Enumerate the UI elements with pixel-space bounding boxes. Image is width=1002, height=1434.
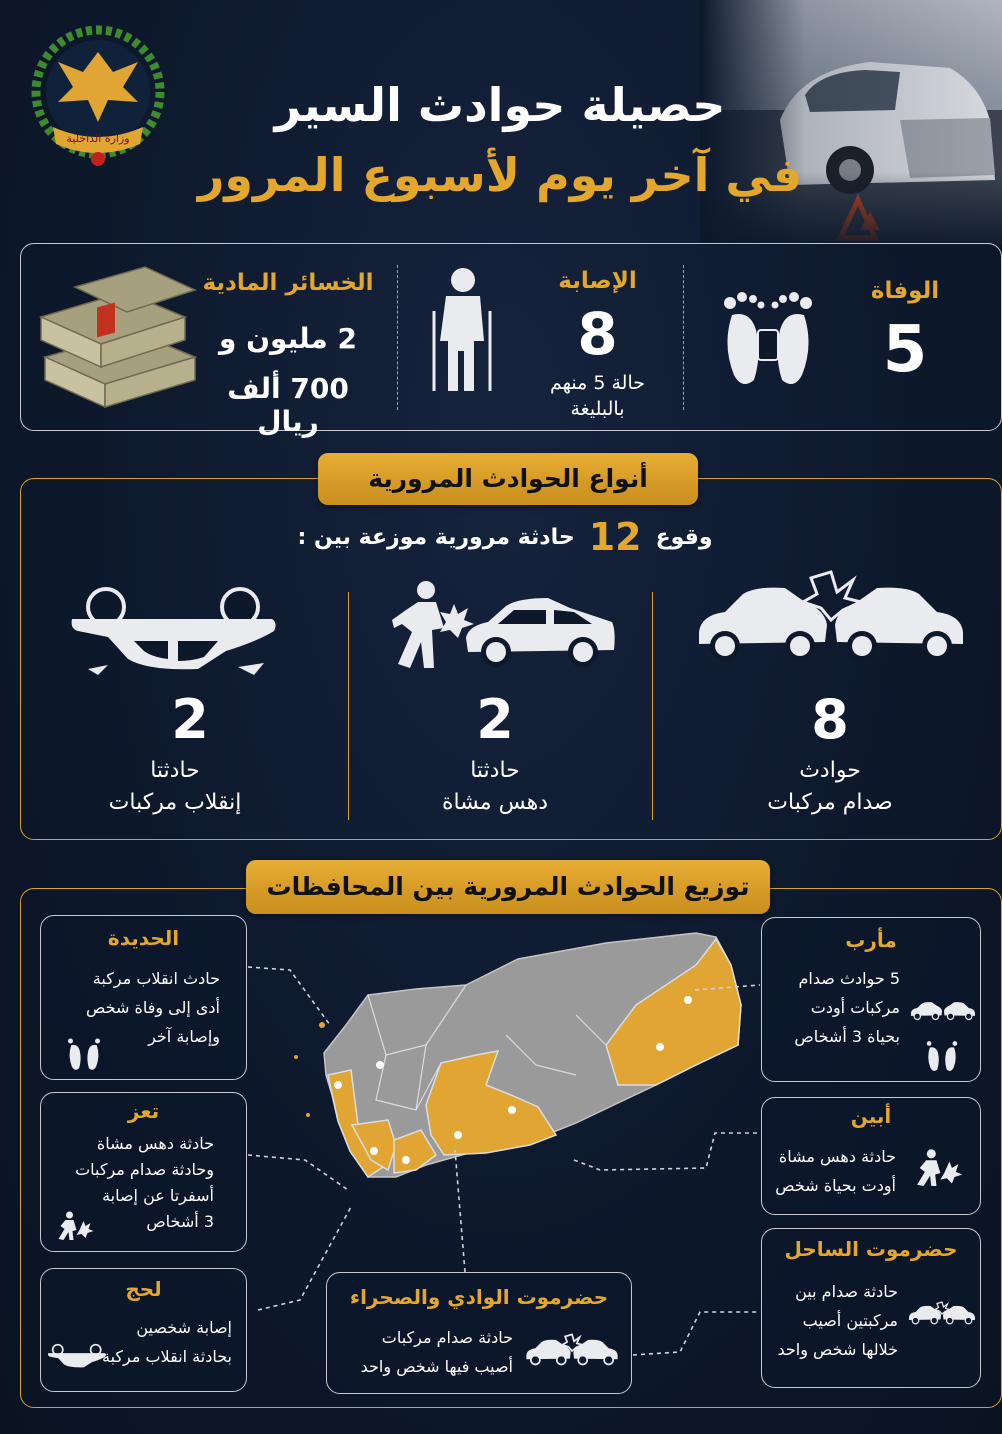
car-collision-icon: [908, 1299, 976, 1329]
losses-line1: 2 مليون و: [218, 322, 358, 355]
injuries-note-line1: حالة 5 منهم: [549, 372, 645, 394]
car-collision-icon: [910, 996, 976, 1024]
region-lines: [86, 964, 220, 1051]
overturn-line1: حادثتا: [150, 758, 200, 783]
region-hadramout-coast: [761, 1228, 981, 1388]
region-lines: [794, 964, 900, 1051]
line: حادثة دهس مشاة: [96, 1134, 214, 1153]
losses-label: الخسائر المادية: [202, 270, 374, 296]
region-name: الحديدة: [107, 926, 180, 950]
line: أصيب فيها شخص واحد: [360, 1357, 513, 1376]
overturn-line2: إنقلاب مركبات: [108, 790, 242, 815]
collision-line1: حوادث: [799, 758, 861, 783]
line: حادث انقلاب مركبة: [92, 969, 220, 988]
line: بحياة 3 أشخاص: [794, 1027, 900, 1046]
distribution-heading: توزيع الحوادث المرورية بين المحافظات: [246, 860, 770, 914]
deaths-label: الوفاة: [870, 278, 940, 304]
overturn-value: 2: [171, 688, 209, 751]
page-title-line2: في آخر يوم لأسبوع المرور: [197, 148, 803, 202]
page-title-line1: حصيلة حوادث السير: [274, 78, 726, 132]
region-lines: [775, 1142, 896, 1200]
region-abyan: [761, 1097, 981, 1215]
divider: [397, 265, 398, 410]
collision-line2: صدام مركبات: [767, 790, 893, 815]
region-name: مأرب: [845, 928, 897, 952]
line: بحادثة انقلاب مركبة: [101, 1347, 232, 1366]
region-lines: [361, 1323, 513, 1381]
line: حادثة صدام بين: [795, 1282, 898, 1301]
money-stack-icon: [35, 262, 203, 410]
line: أسفرتا عن إصابة: [102, 1186, 214, 1205]
injuries-note-line2: بالبليغة: [570, 398, 625, 420]
types-intro: [280, 512, 730, 562]
pedestrian-hit-icon: [912, 1148, 970, 1188]
pedestrian-hit-icon: [388, 580, 618, 672]
pedestrian-line2: دهس مشاة: [441, 790, 549, 815]
divider: [348, 592, 349, 820]
line: خلالها شخص واحد: [777, 1340, 898, 1359]
region-hodeidah: [40, 915, 247, 1080]
yemen-map: [276, 925, 746, 1195]
line: 3 أشخاص: [146, 1212, 214, 1231]
feet-icon: [63, 1031, 105, 1073]
car-collision-icon: [525, 1331, 619, 1371]
line: مركبات أودت: [810, 998, 900, 1017]
injuries-label: الإصابة: [558, 268, 637, 294]
logo-text: وزارة الداخلية: [66, 132, 130, 145]
injuries-value: 8: [577, 300, 618, 368]
types-intro-before: وقوع: [655, 524, 713, 550]
region-name: حضرموت الساحل: [784, 1237, 958, 1261]
divider: [652, 592, 653, 820]
line: حادثة صدام مركبات: [381, 1328, 513, 1347]
losses-line2: 700 ألف ريال: [227, 372, 349, 438]
region-name: حضرموت الوادي والصحراء: [349, 1285, 609, 1309]
types-intro-after: حادثة مرورية موزعة بين :: [297, 524, 575, 550]
injured-person-icon: [428, 266, 498, 396]
pedestrian-line1: حادثتا: [470, 758, 520, 783]
line: أدى إلى وفاة شخص: [86, 998, 220, 1017]
region-lines: [777, 1277, 898, 1364]
overturned-car-icon: [47, 1341, 107, 1373]
car-collision-icon: [695, 570, 967, 670]
pedestrian-hit-icon: [53, 1211, 101, 1241]
collision-value: 8: [811, 688, 849, 751]
region-taiz: [40, 1092, 247, 1252]
types-intro-number: 12: [588, 515, 642, 559]
region-name: أبين: [850, 1104, 892, 1128]
line: وحادثة صدام مركبات: [75, 1160, 214, 1179]
line: حادثة دهس مشاة: [778, 1147, 896, 1166]
ministry-logo: [28, 22, 168, 170]
divider: [683, 265, 684, 410]
pedestrian-value: 2: [476, 688, 514, 751]
line: إصابة شخصين: [136, 1318, 232, 1337]
overturned-car-icon: [68, 585, 280, 680]
feet-icon: [922, 1034, 962, 1074]
region-hadramout-valley: [326, 1272, 632, 1394]
line: 5 حوادث صدام: [798, 969, 900, 988]
region-name: تعز: [127, 1099, 160, 1123]
line: مركبتين أصيب: [802, 1311, 898, 1330]
line: أودت بحياة شخص: [775, 1176, 896, 1195]
region-marib: [761, 917, 981, 1082]
deaths-value: 5: [882, 313, 928, 387]
feet-icon: [712, 275, 824, 393]
region-lahj: [40, 1268, 247, 1392]
region-name: لحج: [125, 1277, 162, 1301]
types-heading: أنواع الحوادث المرورية: [318, 453, 698, 505]
region-lines: [102, 1313, 232, 1371]
line: وإصابة آخر: [148, 1027, 220, 1046]
